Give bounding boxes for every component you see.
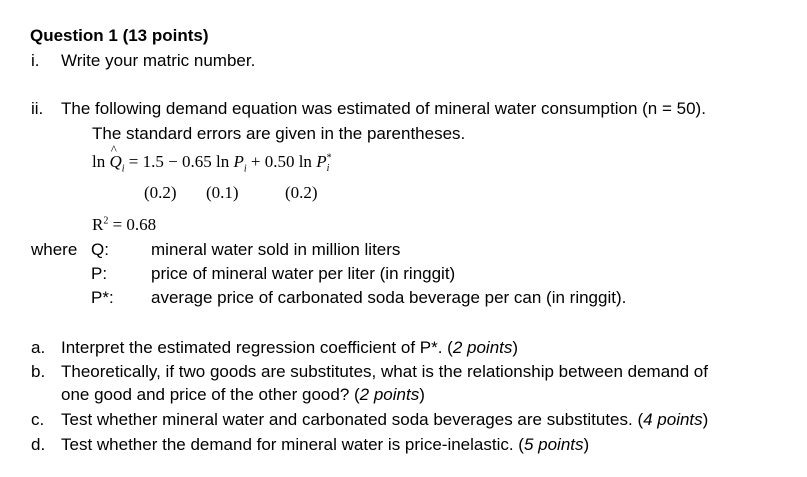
eq-p-sub: i xyxy=(243,163,247,175)
subpart-b-points: 2 points xyxy=(359,385,420,404)
part-i-text: Write your matric number. xyxy=(61,51,256,70)
eq-plus: + 0.50 ln xyxy=(250,152,312,171)
eq-pstar: P xyxy=(316,152,327,171)
part-ii-line1: The following demand equation was estimated of mineral water consumption (n = 50). xyxy=(61,99,706,118)
subpart-d-close: ) xyxy=(583,435,590,454)
eq-rhs: = 1.5 − 0.65 ln xyxy=(128,152,230,171)
r-squared-value: = 0.68 xyxy=(112,215,157,234)
subpart-b-line2 xyxy=(61,385,425,405)
regression-equation xyxy=(92,152,332,175)
subpart-c-close: ) xyxy=(702,410,709,429)
subpart-d-marker: d. xyxy=(31,435,46,454)
subpart-b-body2: one good and price of the other good? ( xyxy=(61,385,360,404)
r-squared-r: R xyxy=(92,215,104,234)
subpart-d-text xyxy=(61,435,589,455)
eq-q-sub: i xyxy=(121,163,125,175)
eq-pstar-sub: i xyxy=(326,163,330,175)
part-ii-line2: The standard errors are given in the parentheses. xyxy=(92,124,466,143)
subpart-a-close: ) xyxy=(512,338,519,357)
eq-ln: ln xyxy=(92,152,106,171)
r-squared-sup: 2 xyxy=(103,215,109,227)
subpart-c-text xyxy=(61,410,708,430)
se-3: (0.2) xyxy=(285,183,318,202)
subpart-a-marker: a. xyxy=(31,338,46,357)
part-ii-marker: ii. xyxy=(31,99,44,118)
subpart-d-points: 5 points xyxy=(523,435,584,454)
question-title: Question 1 (13 points) xyxy=(30,26,209,45)
def-var-p: P: xyxy=(91,264,108,283)
def-desc-p: price of mineral water per liter (in ringgit) xyxy=(151,264,456,283)
def-var-pstar: P*: xyxy=(91,288,114,307)
subpart-d-body: Test whether the demand for mineral water is price-inelastic. ( xyxy=(61,435,524,454)
se-1: (0.2) xyxy=(144,183,177,202)
se-2: (0.1) xyxy=(206,183,239,202)
subpart-b-close: ) xyxy=(419,385,425,404)
subpart-a-text xyxy=(61,338,518,358)
r-squared xyxy=(92,215,156,235)
eq-p: P xyxy=(233,152,244,171)
subpart-a-body: Interpret the estimated regression coefficient of P*. ( xyxy=(61,338,453,357)
subpart-c-marker: c. xyxy=(31,410,45,429)
eq-pstar-sup: * xyxy=(326,152,332,164)
subpart-b-marker: b. xyxy=(31,362,46,381)
part-i-marker: i. xyxy=(31,51,40,70)
definitions-lead: where xyxy=(31,240,78,259)
subpart-a-points: 2 points xyxy=(452,338,513,357)
subpart-b-line1: Theoretically, if two goods are substitutes, what is the relationship between demand of xyxy=(61,362,708,381)
def-var-q: Q: xyxy=(91,240,109,259)
def-desc-pstar: average price of carbonated soda beverage per can (in ringgit). xyxy=(151,288,627,307)
def-desc-q: mineral water sold in million liters xyxy=(151,240,401,259)
eq-q-hat xyxy=(109,152,121,172)
subpart-c-body: Test whether mineral water and carbonated soda beverages are substitutes. ( xyxy=(61,410,644,429)
eq-q: Q xyxy=(109,152,122,171)
subpart-c-points: 4 points xyxy=(643,410,703,429)
